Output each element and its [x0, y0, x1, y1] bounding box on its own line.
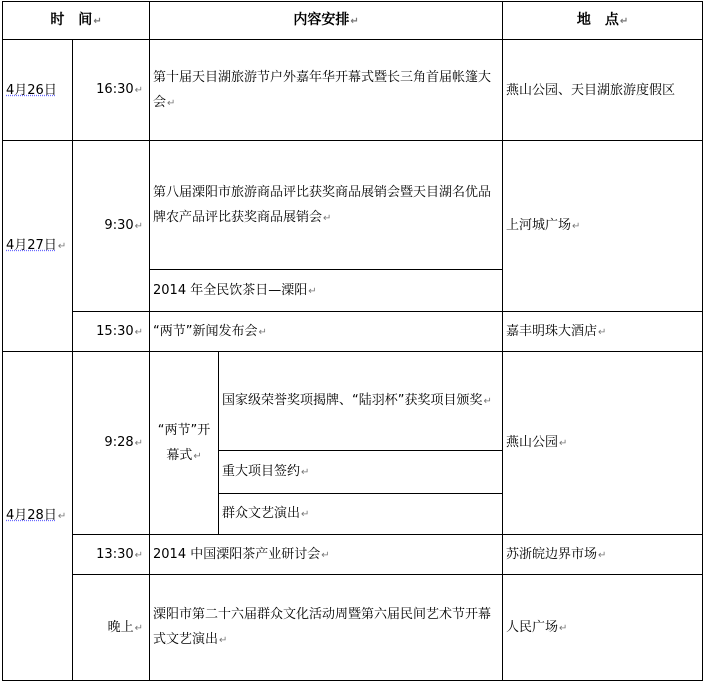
content-cell: 第八届溧阳市旅游商品评比获奖商品展销会暨天目湖名优品牌农产品评比获奖商品展销会↵ [150, 141, 503, 270]
table-row [3, 352, 703, 451]
location-cell: 燕山公园、天目湖旅游度假区 [503, 40, 703, 141]
location-cell: 苏浙皖边界市场↵ [503, 535, 703, 575]
table-row [3, 40, 703, 141]
location-cell: 嘉丰明珠大酒店↵ [503, 312, 703, 352]
table-row [3, 312, 703, 352]
time-cell: 9:30↵ [73, 141, 150, 312]
header-content: 内容安排↵ [150, 2, 503, 40]
schedule-table [2, 1, 703, 681]
table-header-row [3, 2, 703, 40]
group-cell: “两节”开幕式↵ [150, 352, 219, 535]
location-cell: 上河城广场↵ [503, 141, 703, 312]
table-row [3, 575, 703, 681]
time-cell: 16:30↵ [73, 40, 150, 141]
content-cell: 重大项目签约↵ [219, 451, 503, 494]
content-cell: 2014 中国溧阳茶产业研讨会↵ [150, 535, 503, 575]
content-cell: 国家级荣誉奖项揭牌、“陆羽杯”获奖项目颁奖↵ [219, 352, 503, 451]
time-cell: 9:28↵ [73, 352, 150, 535]
time-cell: 15:30↵ [73, 312, 150, 352]
content-cell: 溧阳市第二十六届群众文化活动周暨第六届民间艺术节开幕式文艺演出↵ [150, 575, 503, 681]
time-cell: 13:30↵ [73, 535, 150, 575]
location-cell: 人民广场↵ [503, 575, 703, 681]
content-cell: 群众文艺演出↵ [219, 494, 503, 535]
content-cell: 2014 年全民饮茶日—溧阳↵ [150, 270, 503, 312]
header-time: 时 间↵ [3, 2, 150, 40]
date-cell: 4月27日↵ [3, 141, 73, 352]
time-cell: 晚上↵ [73, 575, 150, 681]
table-row [3, 535, 703, 575]
date-cell: 4月28日↵ [3, 352, 73, 681]
location-cell: 燕山公园↵ [503, 352, 703, 535]
header-location: 地 点↵ [503, 2, 703, 40]
content-cell: 第十届天目湖旅游节户外嘉年华开幕式暨长三角首届帐篷大会↵ [150, 40, 503, 141]
content-cell: “两节”新闻发布会↵ [150, 312, 503, 352]
table-row [3, 141, 703, 270]
date-cell: 4月26日 [3, 40, 73, 141]
